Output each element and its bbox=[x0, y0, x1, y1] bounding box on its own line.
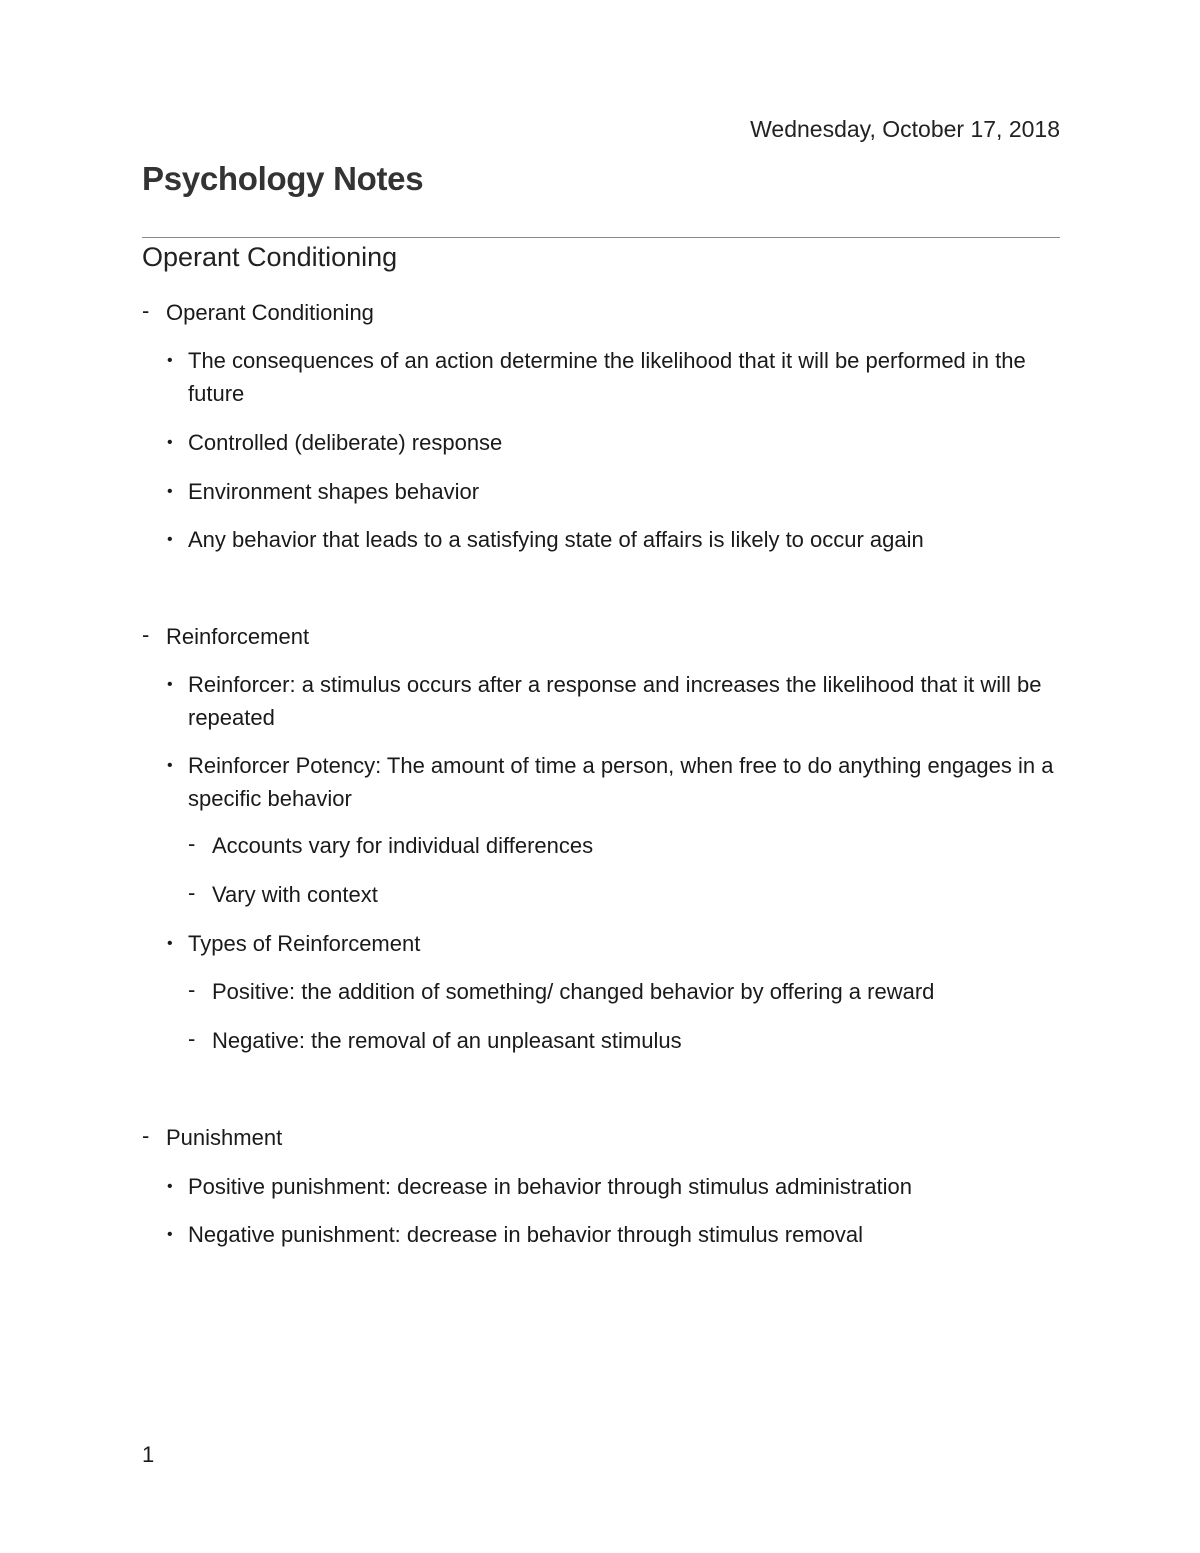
bullet-item bbox=[142, 749, 1060, 815]
outline-group-reinforcement bbox=[142, 620, 1060, 1057]
bullet-marker: • bbox=[167, 434, 173, 451]
bullet-item bbox=[142, 668, 1060, 734]
bullet-text: Reinforcer Potency: The amount of time a person, when free to do anything engages in a specific behavior bbox=[188, 753, 1054, 811]
bullet-text: Environment shapes behavior bbox=[188, 479, 480, 504]
page-date: Wednesday, October 17, 2018 bbox=[750, 116, 1060, 142]
bullet-marker: • bbox=[167, 757, 173, 774]
outline-group-punishment bbox=[142, 1121, 1060, 1251]
bullet-item bbox=[142, 426, 1060, 459]
sub-item-text: Vary with context bbox=[212, 882, 378, 907]
dash-marker: - bbox=[142, 622, 150, 647]
bullet-marker: • bbox=[167, 676, 173, 693]
bullet-text: Controlled (deliberate) response bbox=[188, 430, 503, 455]
bullet-item bbox=[142, 927, 1060, 960]
section-heading: Operant Conditioning bbox=[142, 242, 398, 272]
outline-heading bbox=[142, 1121, 1060, 1154]
dash-marker: - bbox=[188, 880, 196, 905]
bullet-marker: • bbox=[167, 935, 173, 952]
sub-item bbox=[142, 1024, 1060, 1057]
outline-heading-label: Punishment bbox=[166, 1125, 283, 1150]
outline-heading bbox=[142, 620, 1060, 653]
bullet-marker: • bbox=[167, 352, 173, 369]
bullet-item bbox=[142, 344, 1060, 410]
sub-item-text: Negative: the removal of an unpleasant stimulus bbox=[212, 1028, 682, 1053]
dash-marker: - bbox=[188, 1026, 196, 1051]
bullet-text: Positive punishment: decrease in behavior through stimulus administration bbox=[188, 1174, 912, 1199]
bullet-text: Negative punishment: decrease in behavior through stimulus removal bbox=[188, 1222, 864, 1247]
title-divider bbox=[142, 237, 1060, 238]
sub-item bbox=[142, 878, 1060, 911]
sub-item-text: Accounts vary for individual differences bbox=[212, 833, 594, 858]
bullet-marker: • bbox=[167, 531, 173, 548]
sub-item-text: Positive: the addition of something/ changed behavior by offering a reward bbox=[212, 979, 935, 1004]
bullet-text: The consequences of an action determine the likelihood that it will be performed in the future bbox=[188, 348, 1026, 406]
outline-heading-label: Reinforcement bbox=[166, 624, 310, 649]
dash-marker: - bbox=[188, 831, 196, 856]
bullet-marker: • bbox=[167, 1178, 173, 1195]
bullet-text: Reinforcer: a stimulus occurs after a response and increases the likelihood that it will be repeated bbox=[188, 672, 1042, 730]
page-number: 1 bbox=[142, 1442, 155, 1467]
bullet-item bbox=[142, 475, 1060, 508]
outline-group-operant-conditioning bbox=[142, 296, 1060, 556]
bullet-text: Types of Reinforcement bbox=[188, 931, 421, 956]
bullet-marker: • bbox=[167, 483, 173, 500]
dash-marker: - bbox=[188, 977, 196, 1002]
sub-item bbox=[142, 829, 1060, 862]
bullet-marker: • bbox=[167, 1226, 173, 1243]
dash-marker: - bbox=[142, 298, 150, 323]
outline-heading bbox=[142, 296, 1060, 329]
bullet-item bbox=[142, 523, 1060, 556]
bullet-item bbox=[142, 1170, 1060, 1203]
sub-item bbox=[142, 975, 1060, 1008]
page-title: Psychology Notes bbox=[142, 160, 424, 197]
bullet-item bbox=[142, 1218, 1060, 1251]
bullet-text: Any behavior that leads to a satisfying state of affairs is likely to occur again bbox=[188, 527, 924, 552]
outline-heading-label: Operant Conditioning bbox=[166, 300, 374, 325]
dash-marker: - bbox=[142, 1123, 150, 1148]
